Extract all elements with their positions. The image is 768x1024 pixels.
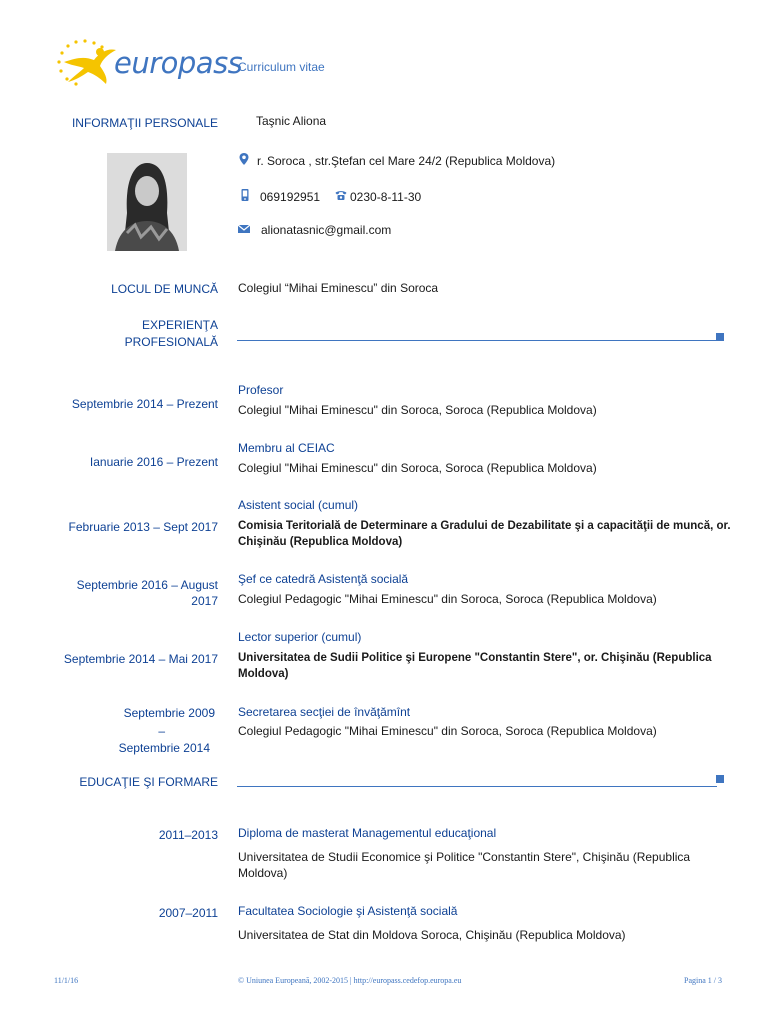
exp-org: Colegiul Pedagogic "Mihai Eminescu" din Soroca, Soroca (Republica Moldova) xyxy=(238,592,657,606)
telephone-icon xyxy=(334,188,348,202)
exp-date: Februarie 2013 – Sept 2017 xyxy=(68,520,218,534)
logo-wordmark: europass xyxy=(114,46,243,80)
edu-org: Moldova) xyxy=(238,866,288,880)
exp-role: Asistent social (cumul) xyxy=(238,498,359,512)
location-pin-icon xyxy=(237,152,251,166)
profile-photo xyxy=(107,153,187,251)
address: r. Soroca , str.Ştefan cel Mare 24/2 (Republica Moldova) xyxy=(257,154,556,168)
exp-date: – xyxy=(158,724,165,738)
mobile-phone-icon xyxy=(238,188,252,202)
exp-date: Septembrie 2014 xyxy=(118,741,210,755)
exp-org: Moldova) xyxy=(238,668,289,680)
person-name: Taşnic Aliona xyxy=(256,114,327,128)
exp-role: Şef ce catedră Asistenţă socială xyxy=(238,572,409,586)
section-rule-education xyxy=(237,786,717,787)
europass-logo xyxy=(54,38,243,88)
email-address: alionatasnic@gmail.com xyxy=(261,223,392,237)
exp-date: Septembrie 2009 xyxy=(123,706,215,720)
edu-title: Facultatea Sociologie şi Asistenţă socială xyxy=(238,904,458,918)
section-label-personal: INFORMAŢII PERSONALE xyxy=(71,116,218,130)
exp-date: Ianuarie 2016 – Prezent xyxy=(89,455,218,469)
edu-org: Universitatea de Stat din Moldova Soroca, Chişinău (Republica Moldova) xyxy=(238,928,626,942)
section-label-workplace: LOCUL DE MUNCĂ xyxy=(111,282,218,296)
exp-date: Septembrie 2014 – Mai 2017 xyxy=(63,652,218,666)
exp-role: Membru al CEIAC xyxy=(238,441,335,455)
edu-date: 2011–2013 xyxy=(158,828,218,842)
phone-number: 0230-8-11-30 xyxy=(350,190,422,204)
exp-org: Colegiul "Mihai Eminescu" din Soroca, Soroca (Republica Moldova) xyxy=(238,461,597,475)
section-label-education: EDUCAŢIE ŞI FORMARE xyxy=(79,775,218,789)
exp-org: Colegiul Pedagogic "Mihai Eminescu" din Soroca, Soroca (Republica Moldova) xyxy=(238,724,657,738)
exp-role: Profesor xyxy=(238,383,284,397)
doc-title: Curriculum vitae xyxy=(238,60,325,74)
section-rule-marker-education xyxy=(716,775,724,783)
email-icon xyxy=(237,222,251,236)
exp-role: Lector superior (cumul) xyxy=(238,630,362,644)
section-rule-experience xyxy=(237,340,717,341)
section-label-experience-1: EXPERIENŢA xyxy=(141,318,218,332)
exp-org: Colegiul "Mihai Eminescu" din Soroca, Soroca (Republica Moldova) xyxy=(238,403,597,417)
exp-date: Septembrie 2014 – Prezent xyxy=(71,397,218,411)
exp-org: Comisia Teritorială de Determinare a Gradului de Dezabilitate şi a capacităţii de muncă, or. xyxy=(238,520,731,532)
portrait-silhouette-icon xyxy=(107,153,187,251)
exp-org: Chişinău (Republica Moldova) xyxy=(238,536,403,548)
section-rule-marker-experience xyxy=(716,333,724,341)
section-label-experience-2: PROFESIONALĂ xyxy=(124,335,218,349)
exp-date: Septembrie 2016 – August xyxy=(76,578,218,592)
exp-org: Universitatea de Sudii Politice şi Europene "Constantin Stere", or. Chişinău (Republica xyxy=(238,652,712,664)
footer-copyright: © Uniunea Europeană, 2002-2015 | http://europass.cedefop.europa.eu xyxy=(238,976,462,985)
workplace-value: Colegiul “Mihai Eminescu” din Soroca xyxy=(238,281,439,295)
edu-date: 2007–2011 xyxy=(158,906,218,920)
exp-role: Secretarea secţiei de învăţămînt xyxy=(238,705,411,719)
footer-date: 11/1/16 xyxy=(54,976,79,985)
mobile-number: 069192951 xyxy=(260,190,321,204)
edu-org: Universitatea de Studii Economice şi Politice "Constantin Stere", Chişinău (Republica xyxy=(238,850,691,864)
edu-title: Diploma de masterat Managementul educaţional xyxy=(238,826,497,840)
footer-page-number: Pagina 1 / 3 xyxy=(684,976,722,985)
exp-date: 2017 xyxy=(191,594,218,608)
